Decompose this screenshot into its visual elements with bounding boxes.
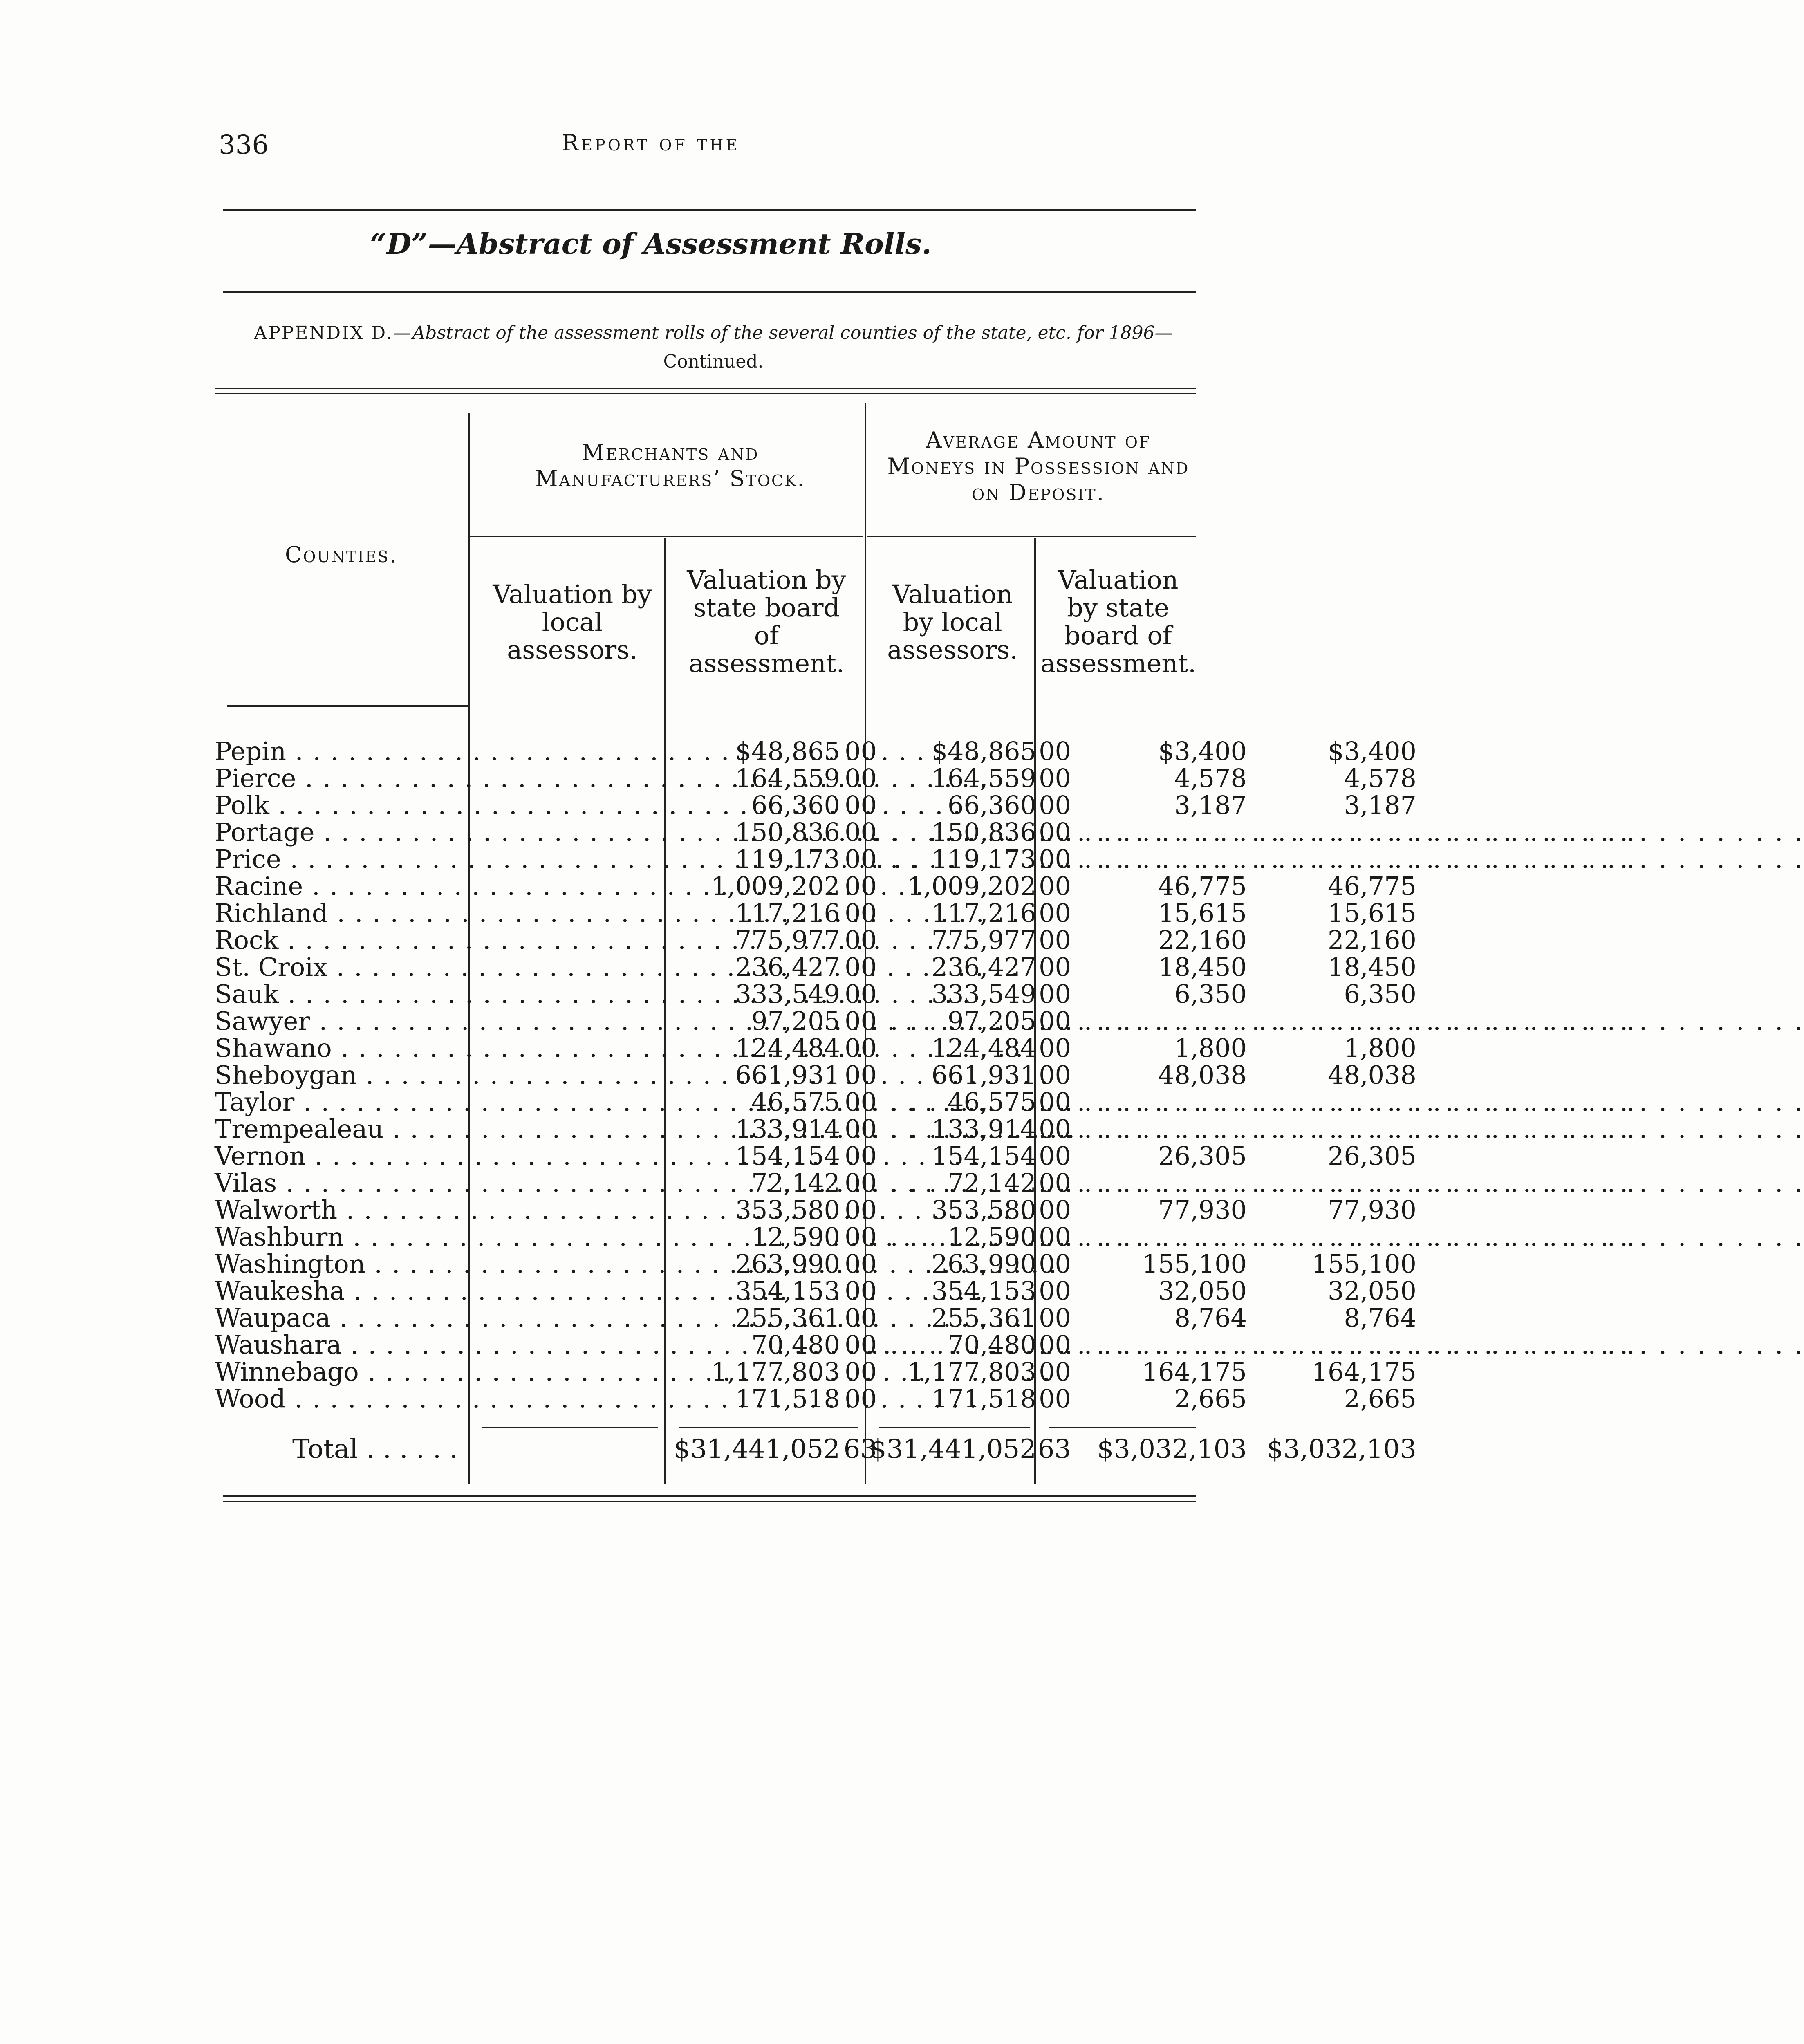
- avg-state-value: 32,050: [1328, 1276, 1416, 1306]
- county-name: Walworth . . .: [215, 1197, 466, 1224]
- avg-local-value: 8,764: [1174, 1303, 1247, 1333]
- merch-local-value: 236,427: [735, 952, 840, 982]
- merch-local-value: 171,518: [735, 1384, 840, 1414]
- merch-state-cents: 00: [1039, 925, 1071, 955]
- merch-state-value: 154,154: [931, 1141, 1036, 1171]
- merch-local-cents: 00: [845, 817, 877, 847]
- county-name: Vilas . . .: [215, 1170, 466, 1197]
- merch-state-value: 171,518: [931, 1384, 1036, 1414]
- merch-state-cents: 00: [1039, 1033, 1071, 1063]
- table-row: [215, 1384, 1416, 1414]
- county-name: Taylor . . .: [215, 1089, 466, 1116]
- merch-state-cents: 00: [1039, 736, 1071, 766]
- avg-local-value: 2,665: [1174, 1384, 1247, 1414]
- avg-state-leader: [1038, 1008, 1202, 1035]
- merch-local-cents: 00: [845, 790, 877, 820]
- county-name: Richland . . .: [215, 900, 466, 927]
- avg-local-value: 164,175: [1142, 1357, 1247, 1387]
- merch-state-cents: 00: [1039, 1249, 1071, 1279]
- avg-local-leader: [871, 1224, 1032, 1251]
- table-row: [215, 979, 1416, 1009]
- county-name: Sheboygan . . .: [215, 1062, 466, 1089]
- avg-state-value: 8,764: [1344, 1303, 1416, 1333]
- county-name: Sauk . . .: [215, 981, 466, 1008]
- average-state-header: Valuation by state board of assessment.: [1040, 565, 1196, 678]
- avg-state-leader: [1038, 1089, 1202, 1116]
- merch-local-value: 97,205: [751, 1006, 840, 1036]
- merch-state-cents: 00: [1039, 844, 1071, 874]
- merch-state-value: 117,216: [931, 898, 1036, 928]
- county-name: Washburn . . .: [215, 1224, 466, 1251]
- total-label-text: Total: [292, 1434, 358, 1464]
- total-rule-merch-state: [679, 1427, 858, 1428]
- merchants-state-header: Valuation by state board of assessment.: [687, 565, 846, 678]
- merch-local-cents: 00: [845, 898, 877, 928]
- county-name: Price . . .: [215, 846, 466, 873]
- merch-state-value: 12,590: [948, 1222, 1036, 1252]
- table-row: [215, 898, 1416, 928]
- county-name: Waukesha . . .: [215, 1278, 466, 1304]
- avg-local-value: 32,050: [1158, 1276, 1247, 1306]
- avg-state-leader: [1038, 1224, 1202, 1251]
- total-merch-state-cents: 63: [1038, 1434, 1071, 1464]
- merch-local-value: 1,009,202: [711, 871, 840, 901]
- appendix-label: APPENDIX D.—: [254, 323, 412, 343]
- total-merch-local-cents: 63: [843, 1434, 877, 1464]
- merch-state-value: 333,549: [931, 979, 1036, 1009]
- avg-state-value: 155,100: [1311, 1249, 1416, 1279]
- avg-state-value: 1,800: [1344, 1033, 1416, 1063]
- merch-local-cents: 00: [845, 1087, 877, 1117]
- merch-state-value: 1,177,803: [907, 1357, 1036, 1387]
- table-row: [215, 952, 1416, 982]
- merch-local-cents: 00: [845, 1141, 877, 1171]
- merch-state-value: 119,173: [931, 844, 1036, 874]
- merch-local-value: 164,559: [735, 763, 840, 793]
- merch-state-value: 354,153: [931, 1276, 1036, 1306]
- title-rule: [223, 291, 1196, 293]
- avg-local-value: 22,160: [1158, 925, 1247, 955]
- average-local-header: Valuation by local assessors.: [887, 579, 1018, 665]
- total-rule-avg-state: [1049, 1427, 1196, 1428]
- merch-state-cents: 00: [1039, 1141, 1071, 1171]
- table-row: [215, 925, 1416, 955]
- merch-state-value: 164,559: [931, 763, 1036, 793]
- county-name: Rock . . .: [215, 927, 466, 954]
- merch-state-cents: 00: [1039, 1330, 1071, 1360]
- avg-local-value: $3,400: [1158, 736, 1247, 766]
- merch-state-value: 70,480: [948, 1330, 1036, 1360]
- table-row: [215, 736, 1416, 766]
- merchants-local-header: Valuation by local assessors.: [493, 579, 652, 665]
- county-name: Pepin . . .: [215, 738, 466, 765]
- merch-local-value: 154,154: [735, 1141, 840, 1171]
- avg-local-leader: [871, 1089, 1032, 1116]
- avg-local-value: 26,305: [1158, 1141, 1247, 1171]
- county-name: Waupaca . . .: [215, 1304, 466, 1331]
- avg-state-leader: [1038, 819, 1202, 846]
- avg-local-value: 4,578: [1174, 763, 1247, 793]
- county-name: Waushara . . .: [215, 1331, 466, 1358]
- merch-local-cents: 00: [845, 763, 877, 793]
- county-name: Washington . . .: [215, 1251, 466, 1278]
- page-number: 336: [219, 130, 269, 160]
- avg-state-value: 22,160: [1328, 925, 1416, 955]
- merch-local-value: 775,977: [735, 925, 840, 955]
- merch-state-cents: 00: [1039, 790, 1071, 820]
- merch-state-value: 150,836: [931, 817, 1036, 847]
- avg-state-value: 6,350: [1344, 979, 1416, 1009]
- merch-local-cents: 00: [845, 1006, 877, 1036]
- avg-local-value: 3,187: [1174, 790, 1247, 820]
- total-avg-local: $3,032,103: [1097, 1434, 1247, 1464]
- merchants-group-header: Merchants and Manufacturers’ Stock.: [535, 439, 806, 491]
- table-row: [215, 1170, 1204, 1197]
- merch-state-value: 255,361: [931, 1303, 1036, 1333]
- avg-state-leader: [1038, 1170, 1202, 1197]
- table-row: [215, 1033, 1416, 1063]
- county-name: Wood . . .: [215, 1385, 466, 1412]
- merch-state-value: 353,580: [931, 1195, 1036, 1225]
- merch-local-cents: 00: [845, 1222, 877, 1252]
- total-label: Total . . . . . .: [292, 1434, 458, 1464]
- merch-state-value: 133,914: [931, 1114, 1036, 1144]
- merch-local-cents: 00: [845, 1249, 877, 1279]
- table-top-rule-2: [215, 393, 1196, 394]
- table-top-rule-1: [215, 388, 1196, 389]
- avg-state-leader: [1038, 846, 1202, 873]
- total-merch-state: $31,441,052: [870, 1434, 1036, 1464]
- table-row: [215, 1357, 1416, 1387]
- merch-local-value: 255,361: [735, 1303, 840, 1333]
- merch-local-cents: 00: [845, 1384, 877, 1414]
- avg-local-value: 77,930: [1158, 1195, 1247, 1225]
- avg-local-leader: [871, 819, 1032, 846]
- merch-state-cents: 00: [1039, 1114, 1071, 1144]
- merch-state-cents: 00: [1039, 871, 1071, 901]
- merch-local-cents: 00: [845, 871, 877, 901]
- merch-local-value: 66,360: [751, 790, 840, 820]
- avg-state-value: 18,450: [1328, 952, 1416, 982]
- merch-state-cents: 00: [1039, 763, 1071, 793]
- avg-state-leader: [1038, 1116, 1202, 1143]
- top-rule: [223, 209, 1196, 211]
- avg-state-value: 48,038: [1328, 1060, 1416, 1090]
- merch-local-cents: 00: [845, 1168, 877, 1198]
- section-title: “D”—Abstract of Assessment Rolls.: [370, 227, 932, 261]
- merch-local-value: 119,173: [735, 844, 840, 874]
- merch-state-cents: 00: [1039, 1384, 1071, 1414]
- merch-state-cents: 00: [1039, 1060, 1071, 1090]
- merchants-group-rule: [470, 536, 863, 537]
- merch-local-cents: 00: [845, 1303, 877, 1333]
- avg-state-value: 77,930: [1328, 1195, 1416, 1225]
- merch-local-value: 661,931: [735, 1060, 840, 1090]
- merch-local-cents: 00: [845, 1033, 877, 1063]
- table-row: [215, 1060, 1416, 1090]
- merch-local-cents: 00: [845, 844, 877, 874]
- table-row: [215, 871, 1416, 901]
- merch-state-value: 72,142: [948, 1168, 1036, 1198]
- appendix-tail: Continued.: [663, 351, 764, 372]
- merch-state-value: 661,931: [931, 1060, 1036, 1090]
- avg-local-value: 1,800: [1174, 1033, 1247, 1063]
- merch-local-cents: 00: [845, 1357, 877, 1387]
- county-name: St. Croix . . .: [215, 954, 466, 981]
- merch-state-cents: 00: [1039, 952, 1071, 982]
- avg-local-leader: [871, 1170, 1032, 1197]
- merch-state-value: 124,484: [931, 1033, 1036, 1063]
- merch-local-cents: 00: [845, 952, 877, 982]
- table-row: [215, 846, 1204, 873]
- merch-local-value: 46,575: [751, 1087, 840, 1117]
- avg-state-value: 26,305: [1328, 1141, 1416, 1171]
- total-rule-merch-local: [482, 1427, 658, 1428]
- merch-local-cents: 00: [845, 1195, 877, 1225]
- merch-state-cents: 00: [1039, 1222, 1071, 1252]
- appendix-italic: Abstract of the assessment rolls of the several counties of the state, etc. for 1896—: [412, 323, 1173, 343]
- merch-local-value: 1,177,803: [711, 1357, 840, 1387]
- merch-local-cents: 00: [845, 736, 877, 766]
- merch-local-cents: 00: [845, 925, 877, 955]
- table-row: [215, 1303, 1416, 1333]
- merch-state-value: 1,009,202: [907, 871, 1036, 901]
- total-avg-state: $3,032,103: [1266, 1434, 1416, 1464]
- avg-state-value: 2,665: [1344, 1384, 1416, 1414]
- average-group-rule: [867, 536, 1196, 537]
- merch-local-value: 354,153: [735, 1276, 840, 1306]
- merch-state-value: $48,865: [931, 736, 1036, 766]
- county-name: Sawyer . . .: [215, 1008, 466, 1035]
- merch-local-cents: 00: [845, 1330, 877, 1360]
- county-name: Racine . . .: [215, 873, 466, 900]
- table-bottom-rule-1: [223, 1495, 1196, 1497]
- total-merch-local: $31,441,052: [673, 1434, 840, 1464]
- county-name: Winnebago . . .: [215, 1358, 466, 1385]
- table-bottom-rule-2: [223, 1501, 1196, 1502]
- avg-state-value: 46,775: [1328, 871, 1416, 901]
- merch-state-value: 236,427: [931, 952, 1036, 982]
- avg-local-value: 6,350: [1174, 979, 1247, 1009]
- county-name: Shawano . . .: [215, 1035, 466, 1062]
- merch-state-cents: 00: [1039, 1195, 1071, 1225]
- merch-local-value: 12,590: [751, 1222, 840, 1252]
- merch-state-cents: 00: [1039, 979, 1071, 1009]
- county-name: Trempealeau . . .: [215, 1116, 466, 1143]
- table-row: [215, 1276, 1416, 1306]
- avg-local-value: 46,775: [1158, 871, 1247, 901]
- avg-local-leader: [871, 1116, 1032, 1143]
- table-row: [215, 1116, 1204, 1143]
- merch-local-value: 333,549: [735, 979, 840, 1009]
- merch-state-value: 46,575: [948, 1087, 1036, 1117]
- running-head: Report of the: [562, 130, 740, 156]
- table-row: [215, 1141, 1416, 1171]
- merch-local-value: $48,865: [735, 736, 840, 766]
- table-row: [215, 1224, 1204, 1251]
- avg-local-value: 155,100: [1142, 1249, 1247, 1279]
- merch-state-cents: 00: [1039, 1303, 1071, 1333]
- county-name: Pierce . . .: [215, 765, 466, 792]
- merch-local-value: 263,990: [735, 1249, 840, 1279]
- county-name: Vernon . . .: [215, 1143, 466, 1170]
- table-row: [215, 790, 1416, 820]
- county-name: Polk . . .: [215, 792, 466, 819]
- table-row: [215, 1331, 1204, 1358]
- merch-state-value: 263,990: [931, 1249, 1036, 1279]
- merch-local-value: 353,580: [735, 1195, 840, 1225]
- avg-state-value: $3,400: [1328, 736, 1416, 766]
- merch-state-cents: 00: [1039, 898, 1071, 928]
- table-row: [215, 1089, 1204, 1116]
- merch-state-cents: 00: [1039, 1006, 1071, 1036]
- merch-local-value: 72,142: [751, 1168, 840, 1198]
- appendix-caption: [223, 319, 1204, 376]
- table-row: [215, 763, 1416, 793]
- merch-local-cents: 00: [845, 1276, 877, 1306]
- merch-state-cents: 00: [1039, 817, 1071, 847]
- merch-state-cents: 00: [1039, 1357, 1071, 1387]
- avg-local-leader: [871, 1008, 1032, 1035]
- merch-state-value: 775,977: [931, 925, 1036, 955]
- average-group-header: Average Amount of Moneys in Possession and on Deposit.: [887, 427, 1190, 505]
- merch-local-cents: 00: [845, 1114, 877, 1144]
- avg-local-leader: [871, 1331, 1032, 1358]
- merch-state-cents: 00: [1039, 1276, 1071, 1306]
- avg-local-value: 18,450: [1158, 952, 1247, 982]
- avg-state-leader: [1038, 1331, 1202, 1358]
- table-row: [215, 1195, 1416, 1225]
- merch-local-value: 150,836: [735, 817, 840, 847]
- merch-state-value: 66,360: [948, 790, 1036, 820]
- table-row: [215, 1008, 1204, 1035]
- avg-state-value: 164,175: [1311, 1357, 1416, 1387]
- merch-local-value: 124,484: [735, 1033, 840, 1063]
- total-rule-avg-local: [879, 1427, 1030, 1428]
- table-row: [215, 1249, 1416, 1279]
- merch-local-value: 70,480: [751, 1330, 840, 1360]
- merch-state-cents: 00: [1039, 1168, 1071, 1198]
- merch-local-value: 133,914: [735, 1114, 840, 1144]
- counties-header-rule: [227, 705, 468, 707]
- county-name: Portage . . .: [215, 819, 466, 846]
- avg-local-value: 15,615: [1158, 898, 1247, 928]
- avg-local-value: 48,038: [1158, 1060, 1247, 1090]
- merch-state-cents: 00: [1039, 1087, 1071, 1117]
- table-row: [215, 819, 1204, 846]
- avg-state-value: 15,615: [1328, 898, 1416, 928]
- avg-state-value: 3,187: [1344, 790, 1416, 820]
- counties-header: Counties.: [285, 542, 398, 567]
- merch-local-cents: 00: [845, 1060, 877, 1090]
- merch-state-value: 97,205: [948, 1006, 1036, 1036]
- merch-local-cents: 00: [845, 979, 877, 1009]
- avg-local-leader: [871, 846, 1032, 873]
- merch-local-value: 117,216: [735, 898, 840, 928]
- avg-state-value: 4,578: [1344, 763, 1416, 793]
